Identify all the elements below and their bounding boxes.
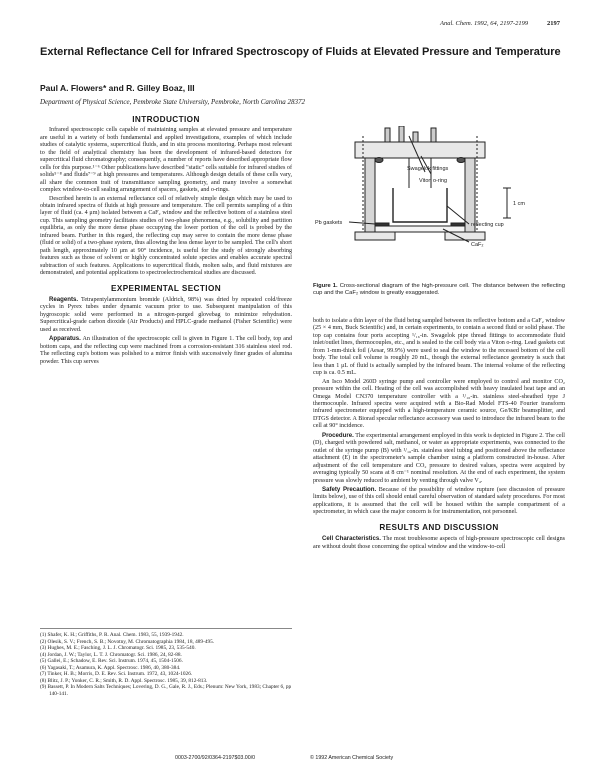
o-ring-shape xyxy=(457,158,465,163)
page-number: 2197 xyxy=(547,20,560,27)
figure-1-cell-diagram xyxy=(313,126,565,286)
isco-paragraph: An Isco Model 260D syringe pump and controller were employed to control and monitor CO₂ pressure within the cell. Heating of the cell was accomplished with heavy insulated heat tape and an Omega Model CN370 temperature controller with a ¹/₁₆-in. stainless steel-sheathed type J thermocouple. Infrared spectra were acquired with a Bio-Rad Model FTS-40 Fourier transform infrared spectrometer equipped with a high-temperature ceramic source, Ge/KBr beamsplitter, and DTGS detector. A Biorad specular reflectance accessory was used to introduce the infrared beam to the cell at 90° incidence. xyxy=(313,378,565,430)
reagents-label: Reagents. xyxy=(49,295,79,303)
apparatus-continued: both to isolate a thin layer of the fluid being sampled between its reflective bottom and a CaF₂ window (25 × 4 mm, Buck Scientific) and, in certain experiments, to contain a second fluid or solid phase. The top cap contains four ports accepting ¹/₁₆-in. Swagelok pipe thread fittings to accommodate fluid inlet/outlet lines, thermocouples, etc., and is sealed to the cell body via a Viton o-ring. Lead gaskets cut from 1-mm-thick foil (Aesar, 99.9%) were used to seal the window to the recessed bottom of the cell body. The total cell volume is roughly 20 mL, though the external reflectance geometry is such that less than 1 μL of fluid is actually sampled by the infrared beam. The internal volume of the reflecting cup is ca. 0.5 mL. xyxy=(313,318,565,377)
results-heading: RESULTS AND DISCUSSION xyxy=(379,522,499,532)
footer-copyright: © 1992 American Chemical Society xyxy=(310,755,394,761)
figure-1-caption-label: Figure 1. xyxy=(313,283,338,289)
reflecting-cup-shape xyxy=(393,188,447,222)
label-scale: 1 cm xyxy=(513,201,525,207)
safety-label: Safety Precaution. xyxy=(322,485,377,493)
authors: Paul A. Flowers* and R. Gilley Boaz, III xyxy=(40,83,195,93)
right-column xyxy=(313,318,565,552)
experimental-heading: EXPERIMENTAL SECTION xyxy=(110,283,222,293)
safety-text: Because of the possibility of window rupture (see discussion of pressure limits below), use of this cell should entail careful observation of standard safety procedures. For most applications, it is assumed that the cell will be housed within the sample compartment of a spectrometer, in which case the major concern is for instrumentation, not personnel. xyxy=(313,486,565,516)
o-ring-shape xyxy=(375,158,383,163)
reference-item: (9) Bassett, P. In Modern Salts Techniques; Lovering, D. G., Gale, R. J., Eds.; Plenum: New York, 1983; Chapter 6, pp 140-141. xyxy=(40,684,292,697)
swagelok-fitting-shape xyxy=(399,126,404,142)
reference-item: (2) Olesik, S. V.; French, S. B.; Novotny, M. Chromatographia 1984, 18, 489-495. xyxy=(40,638,215,645)
reference-item: (7) Tinker, H. B.; Morris, D. E. Rev. Sci. Instrum. 1972, 43, 1024-1026. xyxy=(40,671,193,677)
caf2-window-shape xyxy=(375,226,465,232)
label-swagelok: Swagelok fittings xyxy=(407,166,449,172)
footer-code: 0003-2700/92/0364-2197$03.00/0 xyxy=(175,755,256,761)
reference-item: (4) Jordan, J. W.; Taylor, L. T. J. Chromatogr. Sci. 1986, 24, 82-88. xyxy=(40,651,182,658)
cell-characteristics-text: The most troublesome aspects of high-pressure spectroscopic cell designs are without doubt those concerning the optical window and the window-to-cell xyxy=(313,536,565,550)
affiliation: Department of Physical Science, Pembroke State University, Pembroke, North Carolina 28372 xyxy=(40,98,305,106)
intro-paragraph-2: Described herein is an external reflectance cell of relatively simple design which may be used to obtain infrared spectra of fluids at high pressure and temperature. The cell permits sampling of a thin layer of fluid (ca. 4 μm) isolated between a CaF₂ window and the reflective bottom of a stainless steel cup. This sampling geometry facilitates studies of two-phase phenomena, e.g., solubility and partition equilibria, as only the more dense phase occupying the lower portion of the cell is probed by the infrared beam. Further in this regard, the reflecting cup may serve to contain the more dense phase (fluid or solid) of a two-phase system, thus allowing the less dense layer to be sampled. The cell's short path length, approximately 10 μm at 90° incidence, is useful for the study of strongly absorbing features such as those of solvent or highly concentrated solute species and enables accurate spectral subtraction of such features. Applications to supercritical fluids, molten salts, and fluid mixtures are demonstrated, and potential applications to spectroelectrochemical studies are discussed. xyxy=(40,195,292,277)
reference-item: (5) Gallei, E.; Schadow, E. Rev. Sci. Instrum. 1974, 45, 1504-1506. xyxy=(40,658,183,664)
label-caf2: CaF₂ xyxy=(471,242,484,248)
apparatus-label: Apparatus. xyxy=(49,335,81,343)
cell-characteristics-label: Cell Characteristics. xyxy=(322,535,381,543)
top-cap-shape xyxy=(355,142,485,158)
procedure-label: Procedure. xyxy=(322,431,354,439)
label-viton: Viton o-ring xyxy=(419,178,448,184)
figure-1-caption-text: Cross-sectional diagram of the high-pressure cell. The distance between the reflecting cup and the CaF₂ window is greatly exaggerated. xyxy=(313,283,565,296)
cell-wall-left-shape xyxy=(365,158,375,232)
article-title: External Reflectance Cell for Infrared Spectroscopy of Fluids at Elevated Pressure and Temperature xyxy=(40,46,561,58)
cell-wall-right-shape xyxy=(465,158,475,232)
apparatus-paragraph xyxy=(40,335,292,366)
safety-paragraph xyxy=(313,486,565,517)
pb-gasket-shape xyxy=(451,223,465,226)
cell-characteristics-paragraph xyxy=(313,535,565,551)
swagelok-fitting-shape xyxy=(413,132,418,142)
reference-item: (6) Yagasaki, T.; Asamura, K. Appl. Spectrosc. 1986, 40, 380-384. xyxy=(40,664,181,671)
references-list xyxy=(40,628,292,697)
reference-item: (1) Shafer, K. H.; Griffiths, P. R. Anal. Chem. 1983, 55, 1939-1942. xyxy=(40,632,184,638)
intro-paragraph-1: Infrared spectroscopic cells capable of maintaining samples at elevated pressure and temperature are useful in a variety of both fundamental and applied investigations, examples of which include studies of catalytic systems, supercritical fluids, and in situ process monitoring. Perhaps most relevant to the field of analytical chemistry has been the development of infrared-based detectors for supercritical fluid chromatography; consequently, a number of reports have described appropriate flow cells for this purpose.¹⁻⁶ Other publications have described "static" cells suitable for infrared studies of solids⁵⁻⁸ and fluids⁷⁻⁹ at high pressures and temperatures. Although design details of these cells vary, all share the common trait of transmittance sampling geometry, and many involve a somewhat complex window-to-cell sealing arrangement of spacers, gaskets, and o-rings. xyxy=(40,127,292,194)
label-reflecting-cup: reflecting cup xyxy=(471,222,504,228)
reference-item: (3) Hughes, M. E.; Fasching, J. L. J. Chromatogr. Sci. 1985, 23, 535-540. xyxy=(40,645,196,651)
running-header-journal: Anal. Chem. 1992, 64, 2197-2199 xyxy=(440,20,529,27)
reagents-paragraph xyxy=(40,296,292,334)
figure-1-caption xyxy=(313,283,565,297)
swagelok-fitting-shape xyxy=(385,128,390,142)
swagelok-fitting-shape xyxy=(431,128,436,142)
reference-item: (8) Blitz, J. P.; Yonker, C. R.; Smith, R. D. Appl. Spectrosc. 1985, 39, 812-813. xyxy=(40,677,208,684)
left-column xyxy=(40,116,292,367)
pb-gasket-shape xyxy=(375,223,389,226)
bottom-cap-shape xyxy=(355,232,395,240)
label-pb-gaskets: Pb gaskets xyxy=(315,220,343,226)
apparatus-text: An illustration of the spectroscopic cell is given in Figure 1. The cell body, top and bottom caps, and the reflecting cup were machined from a corrosion-resistant 316 stainless steel rod. The reflecting cup's bottom was polished to a mirror finish with successively finer grades of alumina powder. This cup serves xyxy=(40,336,292,365)
introduction-heading: INTRODUCTION xyxy=(132,115,200,124)
procedure-paragraph xyxy=(313,432,565,485)
procedure-text: The experimental arrangement employed in this work is depicted in Figure 2. The cell (D), charged with powdered salt, methanol, or water as appropriate experiments, was connected to the outlet of the syringe pump (B) with ¹/₁₆-in. stainless steel tubing and positioned above the reflectance attachment (E) in the spectrometer's sample chamber using a platform constructed in-house. After adjustment of the cell temperature and CO₂ pressure to desired values, spectra were acquired by averaging typically 50 scans at 8 cm⁻¹ nominal resolution. At the end of each experiment, the system pressure was slowly reduced to ambient by venting through valve V₄. xyxy=(313,432,565,484)
reagents-text: Tetrapentylammonium bromide (Aldrich, 98%) was dried by repeated cold/freeze cycles in Pyrex tubes under dynamic vacuum prior to use. Subsequent manipulation of this hygroscopic solid were performed in a nitrogen-purged glovebag to minimize rehydration. Supercritical-grade carbon dioxide (Air Products) and HPLC-grade methanol (Fisher Scientific) were used as received. xyxy=(40,296,292,333)
